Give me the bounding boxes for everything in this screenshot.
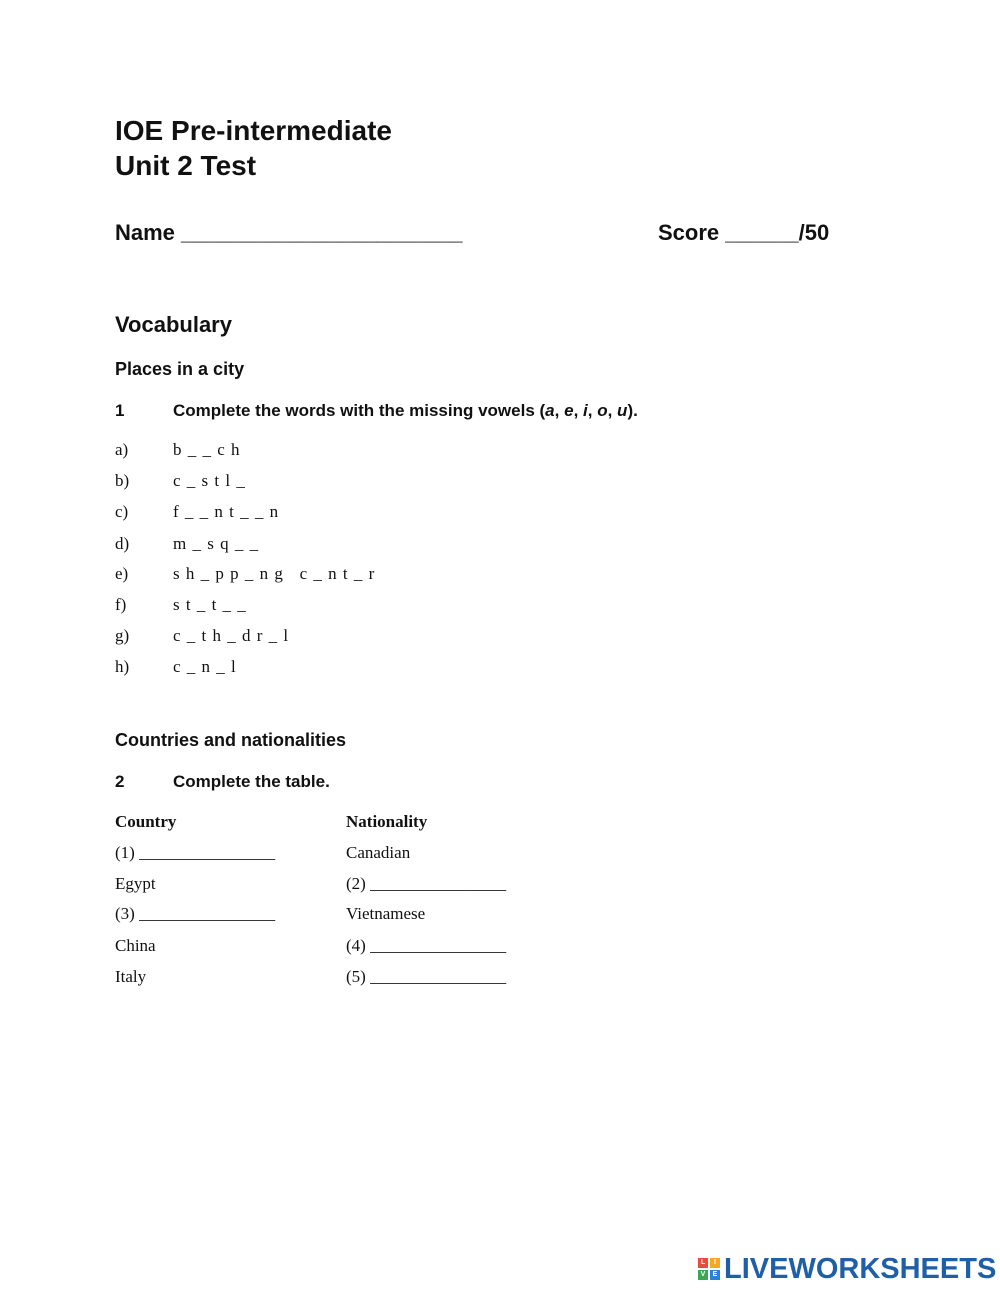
- column-header-nationality: Nationality: [346, 812, 428, 831]
- subheading-countries: Countries and nationalities: [115, 730, 347, 750]
- vowel-separator: ,: [607, 401, 618, 420]
- item-word: c _ t h _ d r _ l: [173, 626, 290, 645]
- instruction-suffix: ).: [627, 401, 638, 420]
- vowel: o: [597, 401, 608, 420]
- item-word: f _ _ n t _ _ n: [173, 502, 280, 521]
- logo-block: L: [698, 1258, 708, 1268]
- vowel-separator: ,: [573, 401, 584, 420]
- logo-block: E: [710, 1270, 720, 1280]
- item-label: d): [115, 534, 130, 553]
- vowel-separator: ,: [587, 401, 598, 420]
- table-cell-country: China: [115, 936, 156, 955]
- score-field: Score ______/50: [658, 220, 830, 245]
- logo-text: LIVEWORKSHEETS: [724, 1252, 997, 1285]
- item-label: a): [115, 440, 129, 459]
- vowel: a: [545, 401, 555, 420]
- item-word: s t _ t _ _: [173, 595, 247, 614]
- vowel: e: [564, 401, 574, 420]
- logo-block: V: [698, 1270, 708, 1280]
- item-word: c _ n _ l: [173, 657, 237, 676]
- exercise-number: 2: [115, 772, 125, 791]
- logo-blocks-icon: [698, 1258, 720, 1280]
- instruction-prefix: Complete the words with the missing vowels (: [173, 401, 546, 420]
- item-label: e): [115, 564, 129, 583]
- exercise-instruction: [173, 401, 638, 421]
- item-label: g): [115, 626, 130, 645]
- page-subtitle: Unit 2 Test: [115, 150, 257, 181]
- table-cell-nationality[interactable]: (4) ________________: [346, 936, 507, 955]
- item-word: m _ s q _ _: [173, 534, 260, 553]
- page-title: IOE Pre-intermediate: [115, 115, 392, 146]
- vowel-separator: ,: [554, 401, 565, 420]
- exercise-instruction: Complete the table.: [173, 772, 330, 791]
- exercise-number: 1: [115, 401, 125, 420]
- table-cell-nationality: Canadian: [346, 843, 411, 862]
- item-word: s h _ p p _ n g c _ n t _ r: [173, 564, 376, 583]
- logo-block: I: [710, 1258, 720, 1268]
- vowel: i: [583, 401, 588, 420]
- section-heading-vocabulary: Vocabulary: [115, 312, 232, 337]
- column-header-country: Country: [115, 812, 177, 831]
- vowel: u: [617, 401, 628, 420]
- item-word: b _ _ c h: [173, 440, 241, 459]
- item-label: c): [115, 502, 129, 521]
- item-label: f): [115, 595, 127, 614]
- item-word: c _ s t l _: [173, 471, 246, 490]
- table-cell-country[interactable]: (3) ________________: [115, 904, 276, 923]
- name-field[interactable]: Name _______________________: [115, 220, 463, 245]
- table-cell-nationality: Vietnamese: [346, 904, 426, 923]
- table-cell-country: Italy: [115, 967, 147, 986]
- table-cell-nationality[interactable]: (5) ________________: [346, 967, 507, 986]
- item-label: h): [115, 657, 130, 676]
- table-cell-nationality[interactable]: (2) ________________: [346, 874, 507, 893]
- table-cell-country: Egypt: [115, 874, 156, 893]
- subheading-places: Places in a city: [115, 359, 245, 379]
- item-label: b): [115, 471, 130, 490]
- liveworksheets-logo: [698, 1253, 996, 1285]
- table-cell-country[interactable]: (1) ________________: [115, 843, 276, 862]
